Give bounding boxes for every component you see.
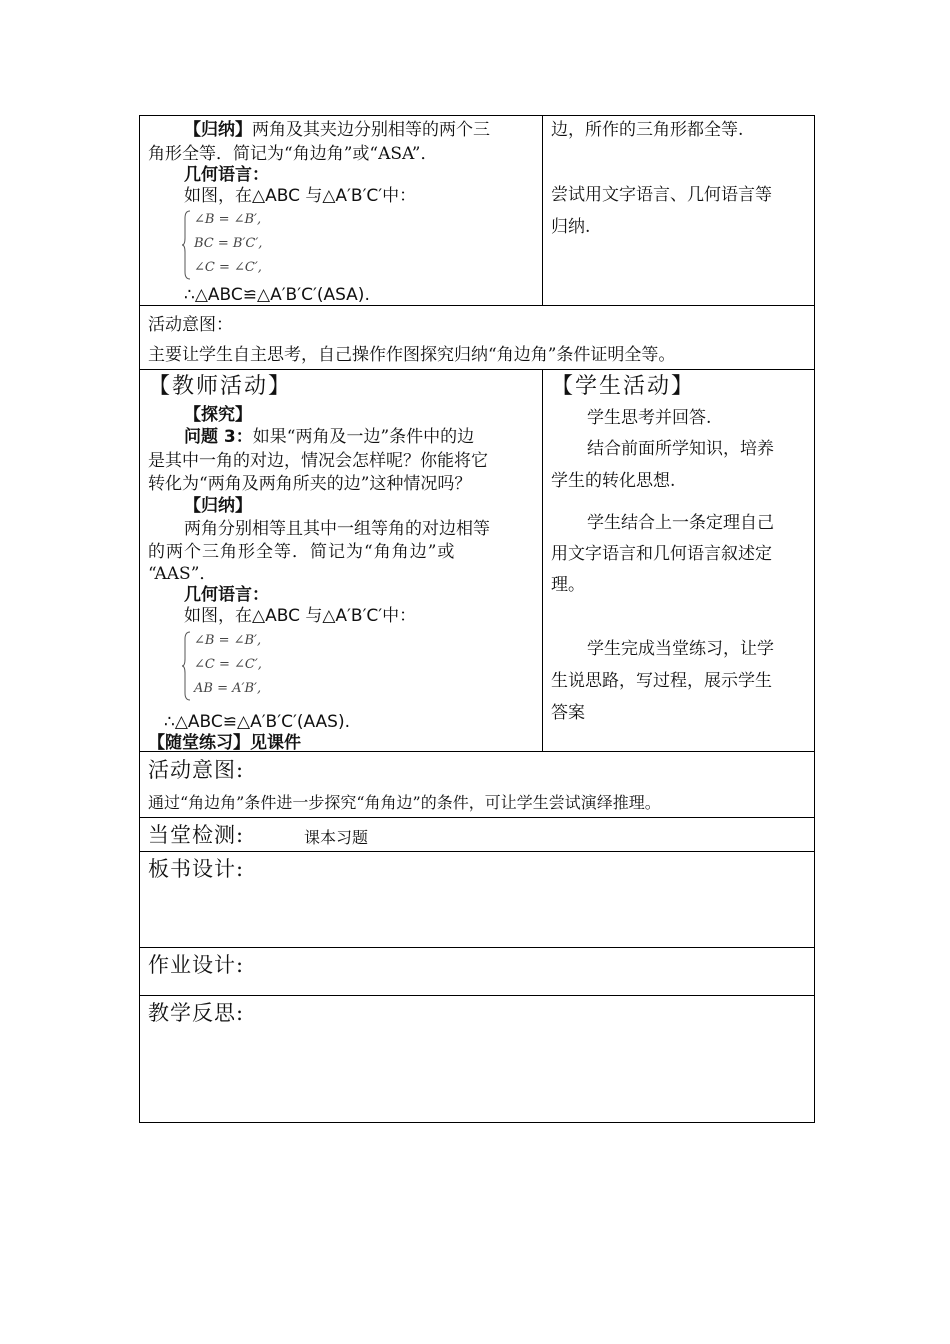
- right-text-3: 归纳.: [551, 217, 591, 237]
- student-p1: 学生思考并回答.: [587, 408, 712, 428]
- geo-language-title-2: 几何语言：: [184, 585, 269, 605]
- student-p3-line-2: 用文字语言和几何语言叙述定: [551, 544, 772, 564]
- aas-induction-line-3: “AAS”．: [148, 564, 217, 584]
- system-eq-6: AB = A′B′,: [194, 681, 262, 696]
- aas-induction-line-2: 的两个三角形全等．简记为“角角边”或: [148, 542, 456, 562]
- student-p3-line-1: 学生结合上一条定理自己: [587, 513, 774, 533]
- induction-label-2: 【归纳】: [184, 496, 252, 516]
- activity-intent-text: 主要让学生自主思考，自己操作作图探究归纳“角边角”条件证明全等。: [148, 345, 676, 365]
- student-p2-line-1: 结合前面所学知识，培养: [587, 439, 774, 459]
- question-3-label: 问题 3：: [184, 427, 253, 447]
- induction-label: 【归纳】: [184, 120, 252, 140]
- system-eq-3: ∠C = ∠C′,: [194, 260, 262, 275]
- row-activity-intent-2: [139, 751, 815, 817]
- geo-intro-text-2: 如图，在△ABC 与△A′B′C′中：: [184, 606, 417, 626]
- system-eq-2: BC = B′C′,: [194, 236, 263, 251]
- asa-induction-text-2: 角形全等．简记为“角边角”或“ASA”．: [148, 144, 438, 164]
- row-activity-intent-1: [139, 305, 815, 369]
- geo-language-title: 几何语言：: [184, 165, 269, 185]
- aas-conclusion: ∴△ABC≌△A′B′C′(AAS).: [164, 712, 351, 732]
- question-3-line-1: 如果“两角及一边”条件中的边: [252, 427, 475, 447]
- right-text-2: 尝试用文字语言、几何语言等: [551, 185, 772, 205]
- right-text-1: 边，所作的三角形都全等.: [551, 120, 744, 140]
- row-asa-induction: [139, 115, 815, 305]
- asa-induction-text-1: 两角及其夹边分别相等的两个三: [252, 120, 490, 140]
- practice-label: 【随堂练习】见课件: [148, 733, 301, 753]
- student-activity-cell: [543, 370, 814, 751]
- student-p2-line-2: 学生的转化思想.: [551, 471, 676, 491]
- row1-left-cell: [140, 116, 543, 305]
- row-teacher-student: [139, 369, 815, 751]
- geo-intro-text: 如图，在△ABC 与△A′B′C′中：: [184, 186, 417, 206]
- left-brace-icon-2: [182, 631, 192, 701]
- row-board-design: [139, 851, 815, 947]
- left-brace-icon: [182, 210, 192, 280]
- activity-intent-text-2: 通过“角边角”条件进一步探究“角角边”的条件，可让学生尝试演绎推理。: [148, 793, 661, 812]
- student-p4-line-2: 生说思路，写过程，展示学生: [551, 671, 772, 691]
- board-design-label: 板书设计:: [148, 857, 245, 881]
- row-homework-design: [139, 947, 815, 995]
- system-eq-5: ∠C = ∠C′,: [194, 657, 262, 672]
- question-3-line-3: 转化为“两角及两角所夹的边”这种情况吗？: [148, 474, 472, 494]
- activity-intent-label: 活动意图：: [148, 315, 233, 335]
- teaching-reflection-label: 教学反思:: [148, 1001, 245, 1025]
- activity-intent-label-2: 活动意图:: [148, 758, 245, 782]
- aas-induction-line-1: 两角分别相等且其中一组等角的对边相等: [184, 519, 490, 539]
- student-activity-header: 【学生活动】: [551, 374, 696, 399]
- row-teaching-reflection: [139, 995, 815, 1123]
- student-p3-line-3: 理。: [551, 575, 585, 595]
- class-test-value: 课本习题: [304, 828, 369, 847]
- homework-design-label: 作业设计:: [148, 953, 245, 977]
- asa-conclusion: ∴△ABC≌△A′B′C′(ASA).: [184, 285, 370, 305]
- student-p4-line-1: 学生完成当堂练习，让学: [587, 639, 774, 659]
- class-test-label: 当堂检测:: [148, 823, 245, 847]
- teacher-activity-header: 【教师活动】: [148, 374, 293, 399]
- teacher-activity-cell: [140, 370, 543, 751]
- student-p4-line-3: 答案: [551, 703, 585, 723]
- row1-right-cell: [543, 116, 814, 305]
- system-eq-4: ∠B = ∠B′,: [194, 633, 262, 648]
- row-class-test: [139, 817, 815, 851]
- explore-label: 【探究】: [184, 405, 252, 425]
- question-3-line-2: 是其中一角的对边，情况会怎样呢？你能将它: [148, 451, 488, 471]
- system-eq-1: ∠B = ∠B′,: [194, 212, 262, 227]
